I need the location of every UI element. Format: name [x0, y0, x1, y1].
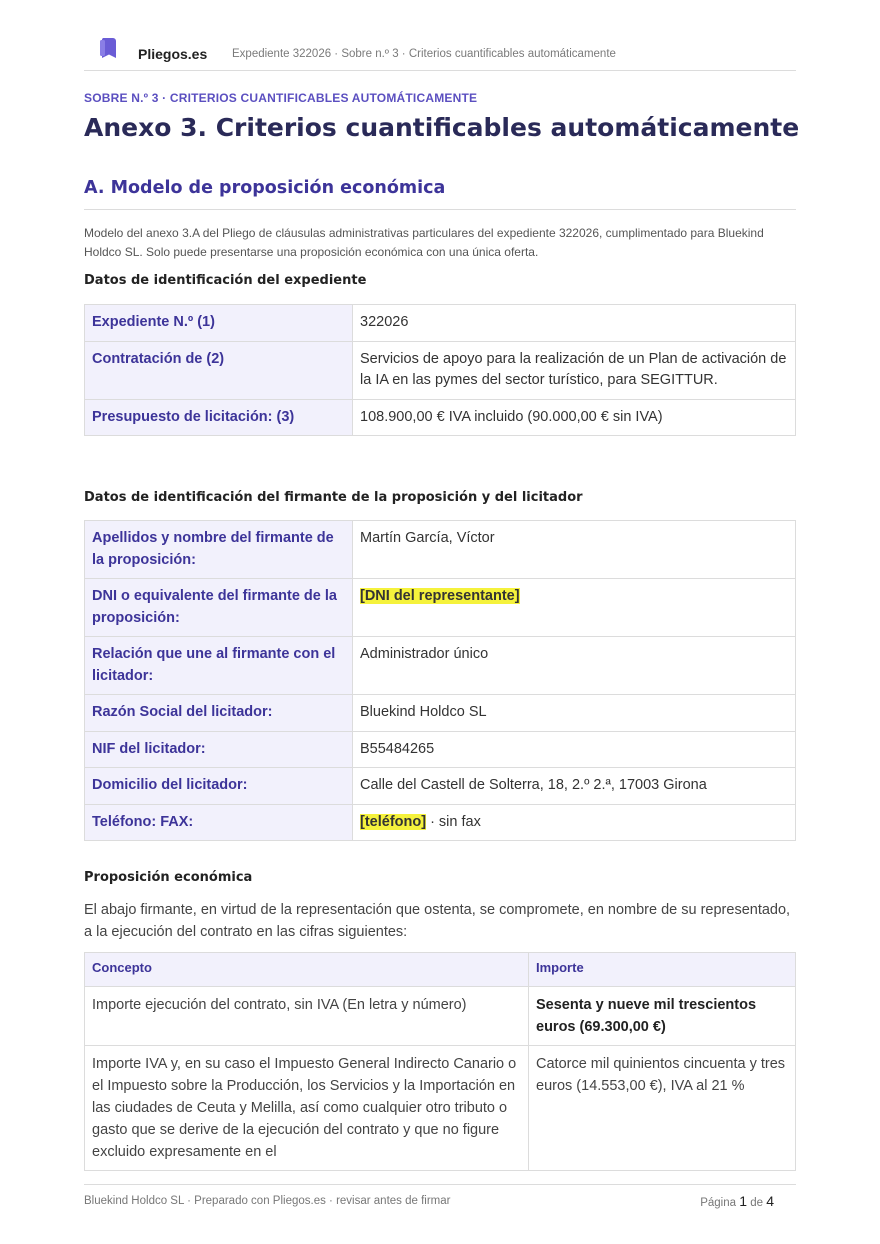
proposicion-intro: El abajo firmante, en virtud de la representación que ostenta, se compromete, en nombre de su representado, a la ejecución del contrato en las cifras siguientes: [84, 902, 791, 940]
row-label: Razón Social del licitador: [85, 695, 353, 732]
row-value: Bluekind Holdco SL [353, 695, 796, 732]
fax-note: · sin fax [426, 813, 481, 830]
intro-paragraph: Modelo del anexo 3.A del Pliego de cláusulas administrativas particulares del expediente 322026, cumplimentado para Bluekind Holdco SL. Solo puede presentarse una proposición económica con una única oferta. [84, 226, 764, 259]
table-header-row [85, 953, 796, 987]
row-label: Contratación de (2) [85, 341, 353, 399]
page-indicator [700, 1193, 774, 1209]
row-label: Relación que une al firmante con el licitador: [85, 637, 353, 695]
table-row [85, 305, 796, 342]
placeholder-highlight: [DNI del representante] [360, 588, 520, 604]
page-footer [84, 1184, 796, 1219]
row-value: 322026 [353, 305, 796, 342]
page-header [84, 36, 796, 71]
column-header-importe: Importe [529, 953, 796, 987]
firmante-table [84, 520, 796, 841]
importe-cell: Catorce mil quinientos cincuenta y tres euros (14.553,00 €), IVA al 21 % [529, 1046, 796, 1171]
table-row [85, 579, 796, 637]
placeholder-highlight: [teléfono] [360, 813, 427, 830]
importe-cell: Sesenta y nueve mil trescientos euros (69.300,00 €) [529, 987, 796, 1046]
concepto-cell: Importe ejecución del contrato, sin IVA (En letra y número) [85, 987, 529, 1046]
row-value [353, 579, 796, 637]
row-label: NIF del licitador: [85, 731, 353, 768]
row-value: Calle del Castell de Solterra, 18, 2.º 2.ª, 17003 Girona [353, 768, 796, 805]
document-logo-icon [100, 38, 116, 58]
footer-note: Bluekind Holdco SL · Preparado con Pliegos.es · revisar antes de firmar [84, 1195, 451, 1207]
page-total: 4 [766, 1193, 774, 1209]
expediente-subtitle: Datos de identificación del expediente [84, 273, 367, 288]
column-header-concepto: Concepto [85, 953, 529, 987]
brand-name: Pliegos.es [138, 46, 208, 62]
header-breadcrumb: Expediente 322026 · Sobre n.º 3 · Criterios cuantificables automáticamente [232, 48, 616, 60]
row-label: Expediente N.º (1) [85, 305, 353, 342]
table-row [85, 731, 796, 768]
table-row [85, 804, 796, 841]
table-row [85, 768, 796, 805]
row-label: Presupuesto de licitación: (3) [85, 399, 353, 436]
document-eyebrow: SOBRE N.º 3 · CRITERIOS CUANTIFICABLES AUTOMÁTICAMENTE [84, 91, 478, 105]
row-value: 108.900,00 € IVA incluido (90.000,00 € sin IVA) [353, 399, 796, 436]
page-word: Página [700, 1197, 736, 1209]
table-row [85, 987, 796, 1046]
page-of: de [750, 1197, 763, 1209]
table-row [85, 1046, 796, 1171]
expediente-table [84, 304, 796, 436]
firmante-subtitle: Datos de identificación del firmante de la proposición y del licitador [84, 490, 583, 505]
proposicion-table [84, 952, 796, 1171]
page-title: Anexo 3. Criterios cuantificables automáticamente [84, 113, 800, 142]
row-label: Teléfono: FAX: [85, 804, 353, 841]
row-label: Domicilio del licitador: [85, 768, 353, 805]
row-value [353, 804, 796, 841]
row-value: Administrador único [353, 637, 796, 695]
table-row [85, 341, 796, 399]
table-row [85, 695, 796, 732]
row-value: B55484265 [353, 731, 796, 768]
table-row [85, 521, 796, 579]
row-label: Apellidos y nombre del firmante de la proposición: [85, 521, 353, 579]
concepto-cell: Importe IVA y, en su caso el Impuesto General Indirecto Canario o el Impuesto sobre la Producción, los Servicios y la Importación en las ciudades de Ceuta y Melilla, así como cualquier otro tributo o gasto que se derive de la ejecución del contrato y que no figure excluido expresamente en el [85, 1046, 529, 1171]
row-label: DNI o equivalente del firmante de la proposición: [85, 579, 353, 637]
row-value: Servicios de apoyo para la realización de un Plan de activación de la IA en las pymes del sector turístico, para SEGITTUR. [353, 341, 796, 399]
section-title: A. Modelo de proposición económica [84, 178, 796, 210]
table-row [85, 399, 796, 436]
proposicion-subtitle: Proposición económica [84, 870, 253, 885]
row-value: Martín García, Víctor [353, 521, 796, 579]
page-current: 1 [739, 1193, 747, 1209]
table-row [85, 637, 796, 695]
